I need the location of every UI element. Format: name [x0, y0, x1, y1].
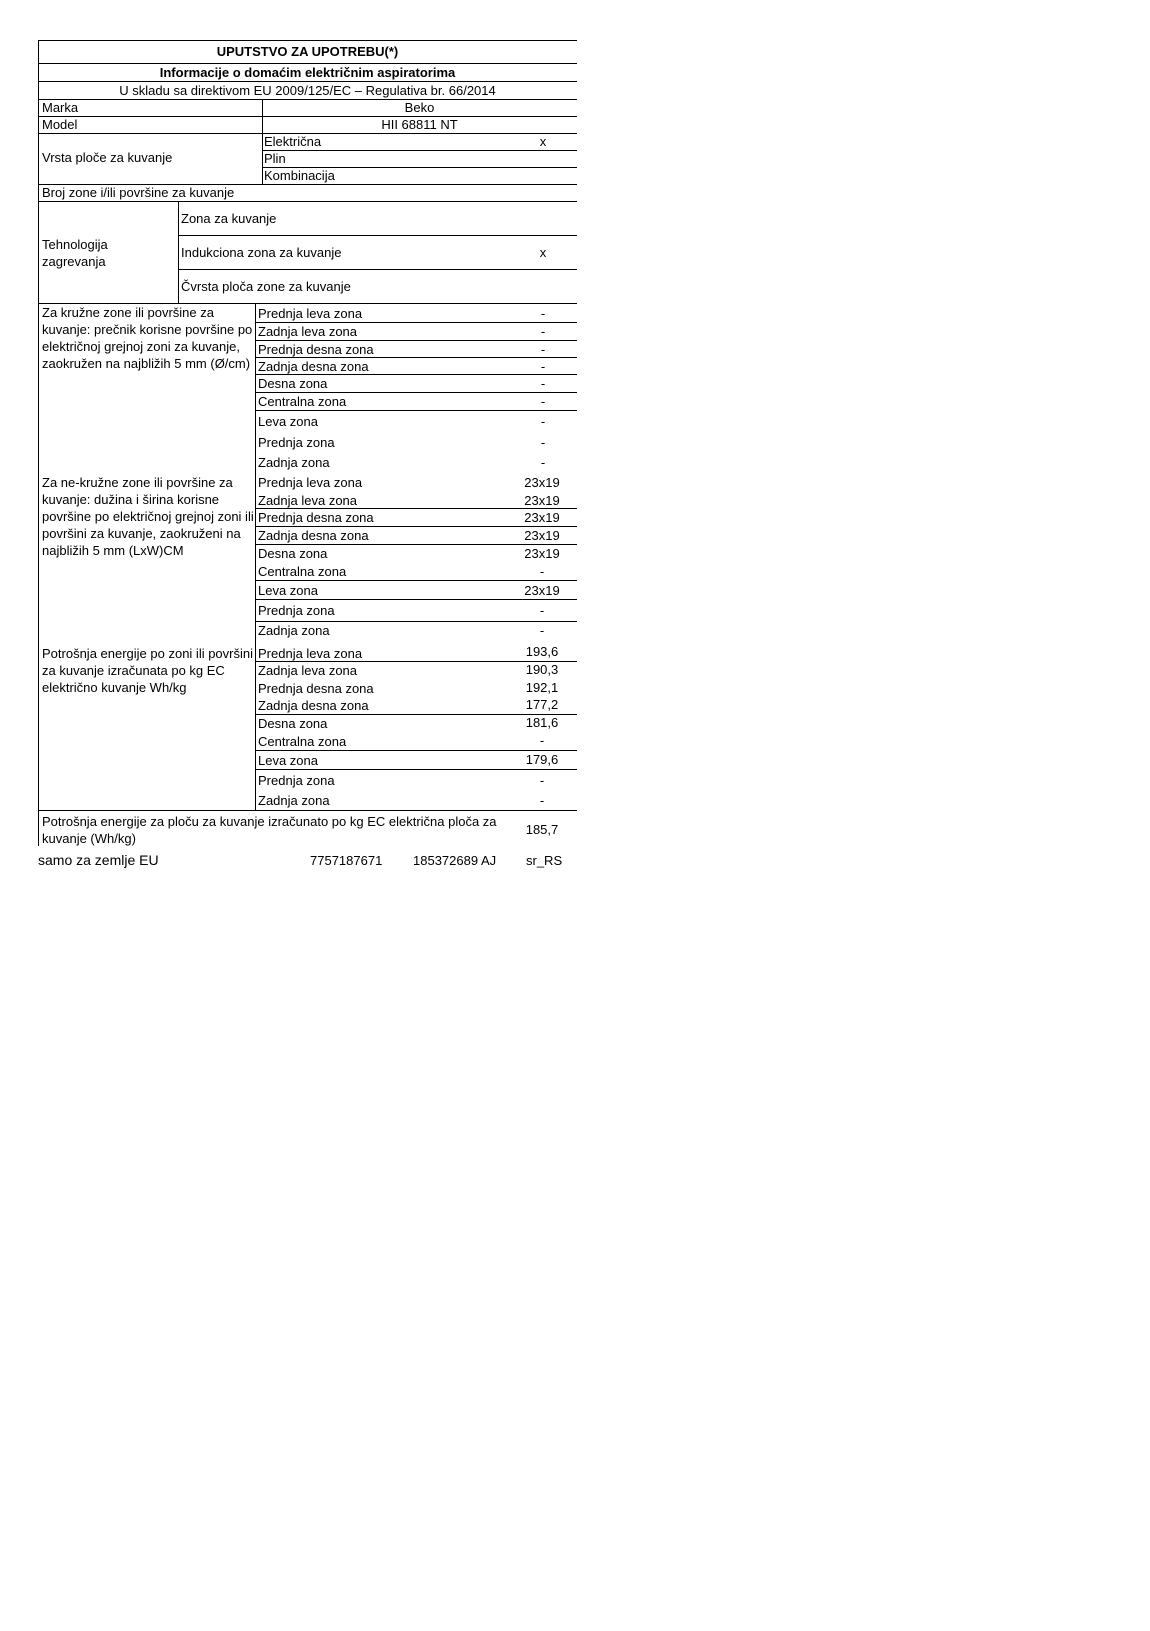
- zone-label: Desna zona: [258, 546, 328, 561]
- regulation-text: U skladu sa direktivom EU 2009/125/EC – Regulativa br. 66/2014: [119, 83, 496, 98]
- zone-value: 23x19: [524, 493, 560, 508]
- brand-value: Beko: [404, 100, 435, 115]
- zone-label: Leva zona: [258, 414, 318, 429]
- hob-type-option: Plin: [264, 151, 286, 166]
- zone-label: Leva zona: [258, 753, 318, 768]
- rule: [255, 508, 577, 509]
- document-title: UPUTSTVO ZA UPOTREBU(*): [216, 44, 399, 59]
- circular-label: Za kružne zone ili površine za kuvanje: prečnik korisne površine po električnoj grejnoj zoni za kuvanje, zaokružen na najbližih 5 mm (Ø/cm): [42, 305, 253, 371]
- footer-code-1: 7757187671: [310, 853, 383, 868]
- model-label: Model: [42, 117, 78, 132]
- rule: [38, 810, 577, 811]
- zone-value: -: [540, 394, 546, 409]
- rule: [255, 340, 577, 341]
- zone-value: -: [540, 324, 546, 339]
- zone-value: -: [540, 342, 546, 357]
- zone-label: Zadnja zona: [258, 455, 330, 470]
- heating-tech-option: Čvrsta ploča zone za kuvanje: [181, 279, 351, 294]
- zone-value: -: [539, 623, 545, 638]
- rule: [255, 769, 577, 770]
- rule: [262, 150, 577, 151]
- rule: [178, 201, 179, 303]
- zone-value: 23x19: [524, 475, 560, 490]
- zone-value: -: [540, 455, 546, 470]
- energy-total-value: 185,7: [525, 822, 559, 837]
- energy-zone-label: Potrošnja energije po zoni ili površini za kuvanje izračunata po kg EC električno kuvanje Wh/kg: [42, 646, 254, 695]
- zone-value: 179,6: [525, 752, 559, 767]
- footer-code-2: 185372689 AJ: [413, 853, 497, 868]
- zone-label: Prednja desna zona: [258, 510, 374, 525]
- rule: [255, 357, 577, 358]
- zone-label: Prednja zona: [258, 435, 335, 450]
- hob-type-option: Kombinacija: [264, 168, 335, 183]
- rule: [255, 580, 577, 581]
- footer-locale: sr_RS: [526, 853, 563, 868]
- energy-total-label: Potrošnja energije za ploču za kuvanje izračunato po kg EC električna ploča za kuvanje (Wh/kg): [42, 814, 497, 846]
- zone-label: Zadnja leva zona: [258, 324, 358, 339]
- noncircular-label: Za ne-kružne zone ili površine za kuvanje: dužina i širina korisne površine po električnoj grejnoj zoni ili površini za kuvanje, zaokruženi na najbližih 5 mm (LxW)CM: [42, 475, 254, 558]
- rule: [255, 322, 577, 323]
- rule: [262, 133, 263, 184]
- zone-label: Centralna zona: [258, 394, 347, 409]
- heating-tech-mark: x: [539, 245, 547, 260]
- zone-label: Centralna zona: [258, 564, 347, 579]
- zone-label: Prednja leva zona: [258, 475, 363, 490]
- zone-value: -: [540, 359, 546, 374]
- zone-label: Prednja zona: [258, 603, 335, 618]
- rule: [255, 303, 256, 810]
- zone-value: 190,3: [525, 662, 559, 677]
- table-left-border: [38, 40, 39, 846]
- rule: [38, 201, 577, 202]
- rule: [38, 40, 577, 41]
- zone-label: Zadnja desna zona: [258, 698, 369, 713]
- zone-value: -: [540, 414, 546, 429]
- brand-label: Marka: [42, 100, 79, 115]
- zone-value: 193,6: [525, 644, 559, 659]
- zone-label: Prednja desna zona: [258, 681, 374, 696]
- rule: [255, 526, 577, 527]
- zone-label: Desna zona: [258, 716, 328, 731]
- rule: [255, 410, 577, 411]
- rule: [255, 374, 577, 375]
- zone-value: -: [539, 733, 545, 748]
- document-subtitle: Informacije o domaćim električnim aspiratorima: [159, 65, 456, 80]
- rule: [255, 750, 577, 751]
- footer-note: samo za zemlje EU: [38, 852, 159, 868]
- zone-label: Zadnja leva zona: [258, 493, 358, 508]
- rule: [255, 544, 577, 545]
- zone-value: 23x19: [524, 528, 560, 543]
- model-value: HII 68811 NT: [381, 117, 458, 132]
- zone-label: Prednja desna zona: [258, 342, 374, 357]
- zone-value: 23x19: [524, 510, 560, 525]
- heating-tech-label: Tehnologija zagrevanja: [42, 237, 108, 269]
- zones-count-label: Broj zone i/ili površine za kuvanje: [42, 185, 235, 200]
- rule: [178, 235, 577, 236]
- hob-type-option: Električna: [264, 134, 322, 149]
- zone-label: Prednja zona: [258, 773, 335, 788]
- zone-value: 23x19: [524, 583, 560, 598]
- zone-label: Zadnja zona: [258, 793, 330, 808]
- zone-value: 23x19: [524, 546, 560, 561]
- zone-label: Zadnja desna zona: [258, 528, 369, 543]
- zone-label: Prednja leva zona: [258, 646, 363, 661]
- rule: [255, 599, 577, 600]
- heating-tech-option: Indukciona zona za kuvanje: [181, 245, 342, 260]
- zone-value: -: [539, 564, 545, 579]
- zone-value: 192,1: [525, 680, 559, 695]
- zone-label: Zadnja desna zona: [258, 359, 369, 374]
- hob-type-label: Vrsta ploče za kuvanje: [42, 150, 173, 165]
- rule: [255, 621, 577, 622]
- rule: [178, 269, 577, 270]
- rule: [38, 81, 577, 82]
- zone-value: 181,6: [525, 715, 559, 730]
- rule: [38, 63, 577, 64]
- zone-value: -: [539, 793, 545, 808]
- zone-label: Centralna zona: [258, 734, 347, 749]
- heating-tech-option: Zona za kuvanje: [181, 211, 277, 226]
- zone-label: Zadnja zona: [258, 623, 330, 638]
- rule: [255, 392, 577, 393]
- zone-label: Leva zona: [258, 583, 318, 598]
- zone-value: -: [539, 773, 545, 788]
- zone-label: Desna zona: [258, 376, 328, 391]
- zone-value: -: [540, 435, 546, 450]
- zone-value: 177,2: [525, 697, 559, 712]
- zone-value: -: [539, 603, 545, 618]
- zone-label: Prednja leva zona: [258, 306, 363, 321]
- zone-label: Zadnja leva zona: [258, 663, 358, 678]
- zone-value: -: [540, 306, 546, 321]
- zone-value: -: [540, 376, 546, 391]
- hob-type-mark: x: [539, 134, 547, 149]
